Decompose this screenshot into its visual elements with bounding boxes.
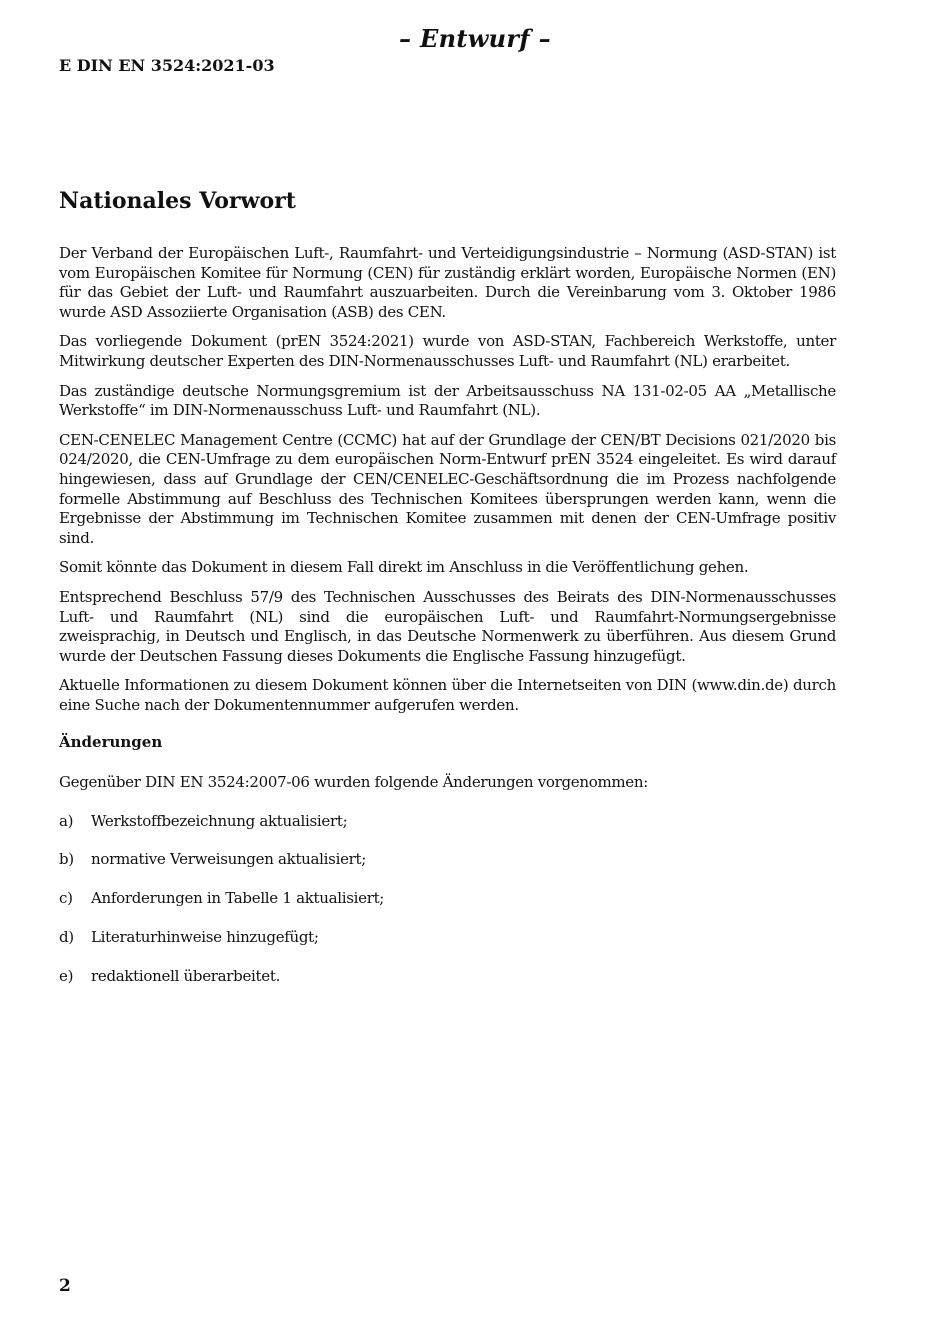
list-item-text: Anforderungen in Tabelle 1 aktualisiert;	[91, 889, 385, 908]
list-item	[59, 812, 836, 832]
changes-heading: Änderungen	[59, 733, 163, 752]
changes-intro: Gegenüber DIN EN 3524:2007-06 wurden folgende Änderungen vorgenommen:	[59, 773, 648, 792]
list-item-text: normative Verweisungen aktualisiert;	[91, 850, 366, 869]
list-item	[59, 928, 836, 948]
list-marker: a)	[59, 811, 74, 830]
list-marker: b)	[59, 850, 74, 869]
page-number: 2	[59, 1276, 71, 1296]
paragraph: Aktuelle Informationen zu diesem Dokument können über die Internetseiten von DIN (www.din.de) durch eine Suche nach der Dokumentennummer aufgerufen werden.	[59, 676, 836, 714]
list-marker: d)	[59, 928, 74, 946]
paragraph: Entsprechend Beschluss 57/9 des Technischen Ausschusses des Beirats des DIN-Normenausschusses Luft- und Raumfahrt (NL) sind die europäischen Luft- und Raumfahrt-Normungsergebnisse zweisprachig, in Deutsch und Englisch, in das Deutsche Normenwerk zu überführen. Aus diesem Grund wurde der Deutschen Fassung dieses Dokuments die Englische Fassung hinzugefügt.	[59, 587, 836, 665]
list-item	[59, 889, 836, 909]
list-item	[59, 850, 836, 870]
list-item-text: Werkstoffbezeichnung aktualisiert;	[91, 811, 348, 830]
paragraph: CEN-CENELEC Management Centre (CCMC) hat auf der Grundlage der CEN/BT Decisions 021/2020 bis 024/2020, die CEN-Umfrage zu dem europäischen Norm-Entwurf prEN 3524 eingeleitet. Es wird darauf hingewiesen, dass auf Grundlage der CEN/CENELEC-Geschäftsordnung die im Prozess nachfolgende formelle Abstimmung auf Beschluss des Technischen Komitees übersprungen werden kann, wenn die Ergebnisse der Abstimmung im Technischen Komitee zusammen mit denen der CEN-Umfrage positiv sind.	[59, 430, 836, 547]
list-item-text: redaktionell überarbeitet.	[91, 966, 281, 985]
list-item	[59, 967, 836, 987]
paragraph: Das vorliegende Dokument (prEN 3524:2021) wurde von ASD-STAN, Fachbereich Werkstoffe, unter Mitwirkung deutscher Experten des DIN-Normenausschusses Luft- und Raumfahrt (NL) erarbeitet.	[59, 332, 836, 370]
paragraph: Somit könnte das Dokument in diesem Fall direkt im Anschluss in die Veröffentlichung gehen.	[59, 558, 749, 577]
list-marker: e)	[59, 966, 74, 985]
paragraph: Der Verband der Europäischen Luft-, Raumfahrt- und Verteidigungsindustrie – Normung (ASD-STAN) ist vom Europäischen Komitee für Normung (CEN) für zuständig erklärt worden, Europäische Normen (EN) für das Gebiet der Luft- und Raumfahrt auszuarbeiten. Durch die Vereinbarung vom 3. Oktober 1986 wurde ASD Assoziierte Organisation (ASB) des CEN.	[59, 244, 836, 321]
document-id: E DIN EN 3524:2021-03	[59, 56, 275, 75]
list-marker: c)	[59, 889, 73, 908]
list-item-text: Literaturhinweise hinzugefügt;	[91, 928, 319, 946]
document-body	[59, 186, 836, 1006]
draft-watermark-label: – Entwurf –	[399, 24, 551, 53]
paragraph: Das zuständige deutsche Normungsgremium ist der Arbeitsausschuss NA 131-02-05 AA „Metallische Werkstoffe“ im DIN-Normenausschuss Luft- und Raumfahrt (NL).	[59, 381, 836, 420]
section-title: Nationales Vorwort	[59, 188, 296, 214]
changes-list	[59, 812, 836, 987]
